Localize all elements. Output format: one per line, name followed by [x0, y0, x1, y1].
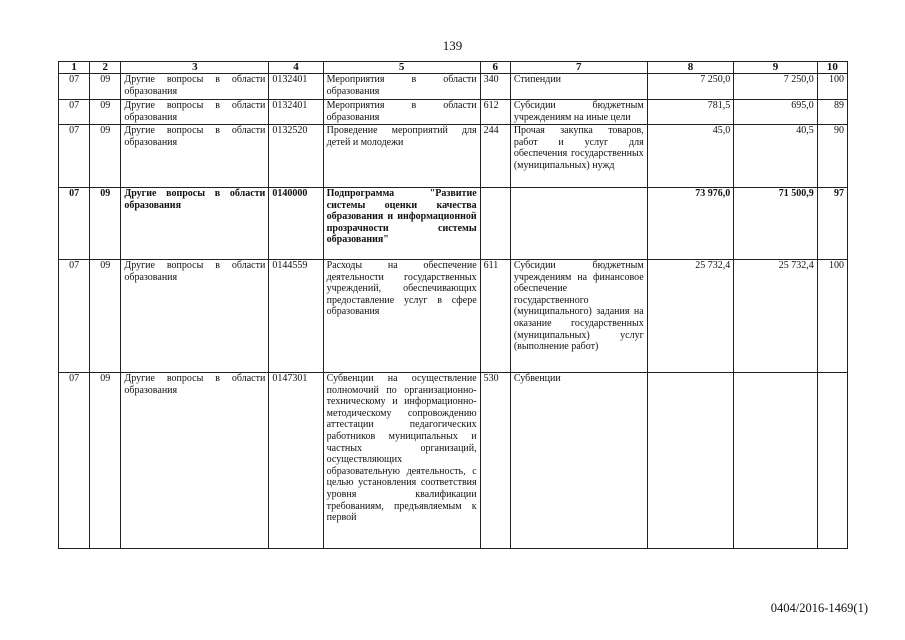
- planned-amount-cell: 45,0: [647, 125, 734, 188]
- subsection-code-cell: 09: [90, 74, 121, 100]
- item-description-cell: Проведение мероприятий для детей и молодежи: [323, 125, 480, 188]
- subsection-code-cell: 09: [90, 188, 121, 260]
- target-code-cell: 0132401: [269, 100, 323, 125]
- item-description-cell: Субвенции на осуществление полномочий по организационно-техническому и информационно-методическому сопровождению аттестации педагогических работников муниципальных и частных организаций, осуществляющих образовательную деятельность, с целью установления соответствия уровня квалификации требованиям, предъявляемым к первой: [323, 373, 480, 549]
- section-name-cell: Другие вопросы в области образования: [121, 260, 269, 373]
- section-code-cell: 07: [59, 125, 90, 188]
- planned-amount-cell: [647, 373, 734, 549]
- execution-percent-cell: 89: [817, 100, 847, 125]
- column-header: 6: [480, 62, 510, 74]
- target-code-cell: 0144559: [269, 260, 323, 373]
- table-row: [59, 188, 848, 260]
- target-code-cell: 0147301: [269, 373, 323, 549]
- section-name-cell: Другие вопросы в области образования: [121, 188, 269, 260]
- section-code-cell: 07: [59, 188, 90, 260]
- expense-type-code-cell: 530: [480, 373, 510, 549]
- actual-amount-cell: [734, 373, 818, 549]
- table-row: [59, 373, 848, 549]
- planned-amount-cell: 25 732,4: [647, 260, 734, 373]
- item-description-cell: Подпрограмма "Развитие системы оценки качества образования и информационной прозрачности системы образования": [323, 188, 480, 260]
- expense-type-code-cell: [480, 188, 510, 260]
- execution-percent-cell: [817, 373, 847, 549]
- section-name-cell: Другие вопросы в области образования: [121, 373, 269, 549]
- column-header: 10: [817, 62, 847, 74]
- section-name-cell: Другие вопросы в области образования: [121, 74, 269, 100]
- target-code-cell: 0132520: [269, 125, 323, 188]
- section-code-cell: 07: [59, 260, 90, 373]
- expense-type-code-cell: 340: [480, 74, 510, 100]
- column-header: 8: [647, 62, 734, 74]
- expense-type-name-cell: Субвенции: [510, 373, 647, 549]
- page-number: 139: [442, 38, 463, 53]
- execution-percent-cell: 100: [817, 260, 847, 373]
- column-header: 5: [323, 62, 480, 74]
- subsection-code-cell: 09: [90, 100, 121, 125]
- subsection-code-cell: 09: [90, 260, 121, 373]
- section-code-cell: 07: [59, 373, 90, 549]
- column-header: 9: [734, 62, 818, 74]
- actual-amount-cell: 71 500,9: [734, 188, 818, 260]
- section-code-cell: 07: [59, 74, 90, 100]
- planned-amount-cell: 7 250,0: [647, 74, 734, 100]
- planned-amount-cell: 781,5: [647, 100, 734, 125]
- column-header: 1: [59, 62, 90, 74]
- target-code-cell: 0140000: [269, 188, 323, 260]
- actual-amount-cell: 40,5: [734, 125, 818, 188]
- table-body: [59, 74, 848, 549]
- section-name-cell: Другие вопросы в области образования: [121, 100, 269, 125]
- expense-type-name-cell: Субсидии бюджетным учреждениям на иные цели: [510, 100, 647, 125]
- planned-amount-cell: 73 976,0: [647, 188, 734, 260]
- expense-type-name-cell: [510, 188, 647, 260]
- item-description-cell: Мероприятия в области образования: [323, 100, 480, 125]
- expense-type-name-cell: Стипендии: [510, 74, 647, 100]
- execution-percent-cell: 97: [817, 188, 847, 260]
- target-code-cell: 0132401: [269, 74, 323, 100]
- subsection-code-cell: 09: [90, 125, 121, 188]
- expense-type-name-cell: Субсидии бюджетным учреждениям на финансовое обеспечение государственного (муниципального) задания на оказание государственных (муниципальных) услуг (выполнение работ): [510, 260, 647, 373]
- execution-percent-cell: 90: [817, 125, 847, 188]
- expense-type-name-cell: Прочая закупка товаров, работ и услуг для обеспечения государственных (муниципальных) нужд: [510, 125, 647, 188]
- actual-amount-cell: 25 732,4: [734, 260, 818, 373]
- document-code: 0404/2016-1469(1): [770, 601, 868, 615]
- column-header: 4: [269, 62, 323, 74]
- section-name-cell: Другие вопросы в области образования: [121, 125, 269, 188]
- budget-table: [58, 61, 848, 549]
- table-row: [59, 100, 848, 125]
- item-description-cell: Расходы на обеспечение деятельности государственных учреждений, обеспечивающих предоставление услуг в сфере образования: [323, 260, 480, 373]
- expense-type-code-cell: 612: [480, 100, 510, 125]
- column-header: 7: [510, 62, 647, 74]
- execution-percent-cell: 100: [817, 74, 847, 100]
- table-row: [59, 260, 848, 373]
- column-header: 3: [121, 62, 269, 74]
- item-description-cell: Мероприятия в области образования: [323, 74, 480, 100]
- expense-type-code-cell: 244: [480, 125, 510, 188]
- column-header: 2: [90, 62, 121, 74]
- table-row: [59, 74, 848, 100]
- subsection-code-cell: 09: [90, 373, 121, 549]
- expense-type-code-cell: 611: [480, 260, 510, 373]
- table-row: [59, 125, 848, 188]
- actual-amount-cell: 7 250,0: [734, 74, 818, 100]
- actual-amount-cell: 695,0: [734, 100, 818, 125]
- header-row: [59, 62, 848, 74]
- section-code-cell: 07: [59, 100, 90, 125]
